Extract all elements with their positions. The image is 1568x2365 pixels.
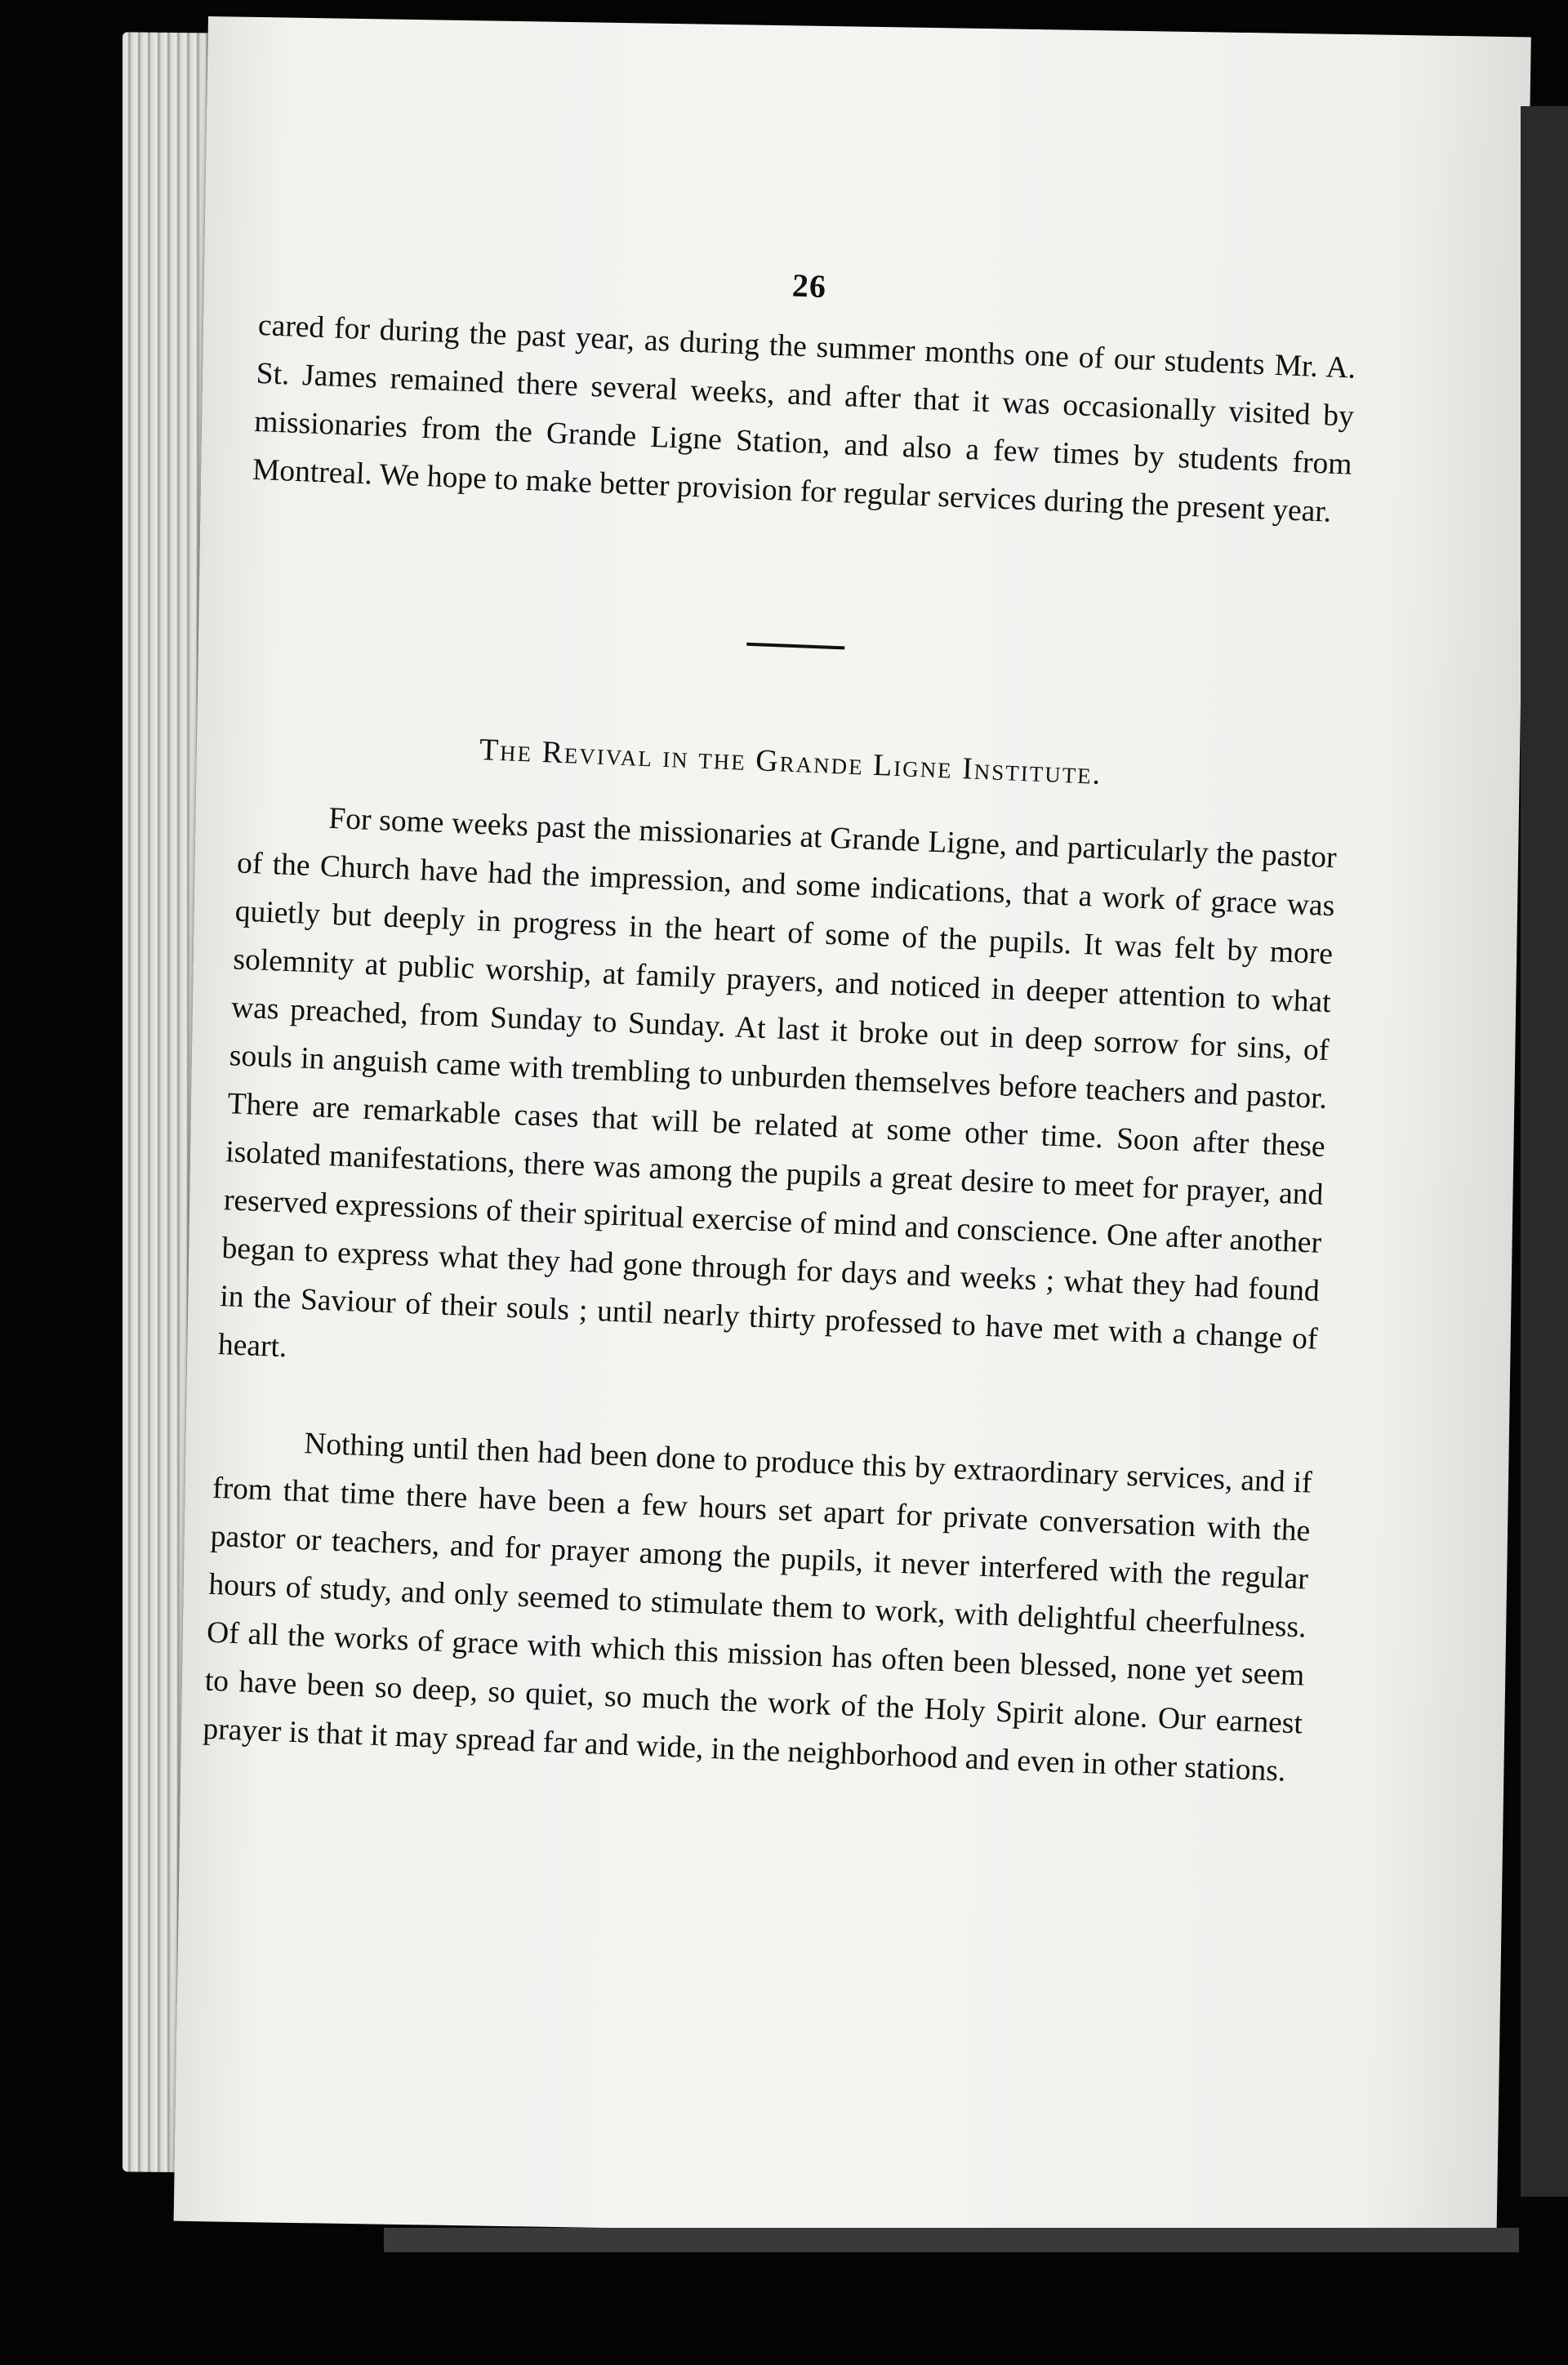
page-number: 26 <box>791 266 827 305</box>
intro-paragraph: cared for during the past year, as during the summer months one of our students Mr. A. St. James remained there several weeks, and after that it was occasionally visited by missionaries from the Grande Ligne Station, and also a few times by students from Montreal. We hope to make better provision for regular services during the present year. <box>252 308 1356 529</box>
right-binding-edge <box>1521 106 1568 2197</box>
section-divider <box>746 643 844 650</box>
section-heading: The Revival in the Grande Ligne Institute. <box>479 732 1103 791</box>
bottom-shadow <box>384 2228 1519 2252</box>
body-paragraph: Nothing until then had been done to produce this by extraordinary services, and if from that time there have been a few hours set apart for private conversation with the pastor or teachers, and for prayer among the pupils, it never interfered with the regular hours of study, and only seemed to stimulate them to work, with delightful cheerfulness. Of all the works of grace with which this mission has often been blessed, none yet seem to have been so deep, so quiet, so much the work of the Holy Spirit alone. Our earnest prayer is that it may spread far and wide, in the neighborhood and even in other stations. <box>202 1427 1313 1788</box>
body-paragraph: For some weeks past the missionaries at Grande Ligne, and particularly the pastor of the Church have had the impression, and some indications, that a work of grace was quietly but deeply in progress in the heart of some of the pupils. It was felt by more solemnity at public worship, at family prayers, and noticed in deeper attention to what was preached, from Sunday to Sunday. At last it broke out in deep sorrow for sins, of souls in anguish came with trembling to unburden themselves before teachers and pastor. There are remarkable cases that will be related at some other time. Soon after these isolated manifestations, there was among the pupils a great desire to meet for prayer, and reserved expressions of their spiritual exercise of mind and conscience. One after another began to express what they had gone through for days and weeks ; what they had found in the Saviour of their souls ; until nearly thirty professed to have met with a change of heart. <box>217 801 1338 1365</box>
page-text <box>202 245 1359 1796</box>
